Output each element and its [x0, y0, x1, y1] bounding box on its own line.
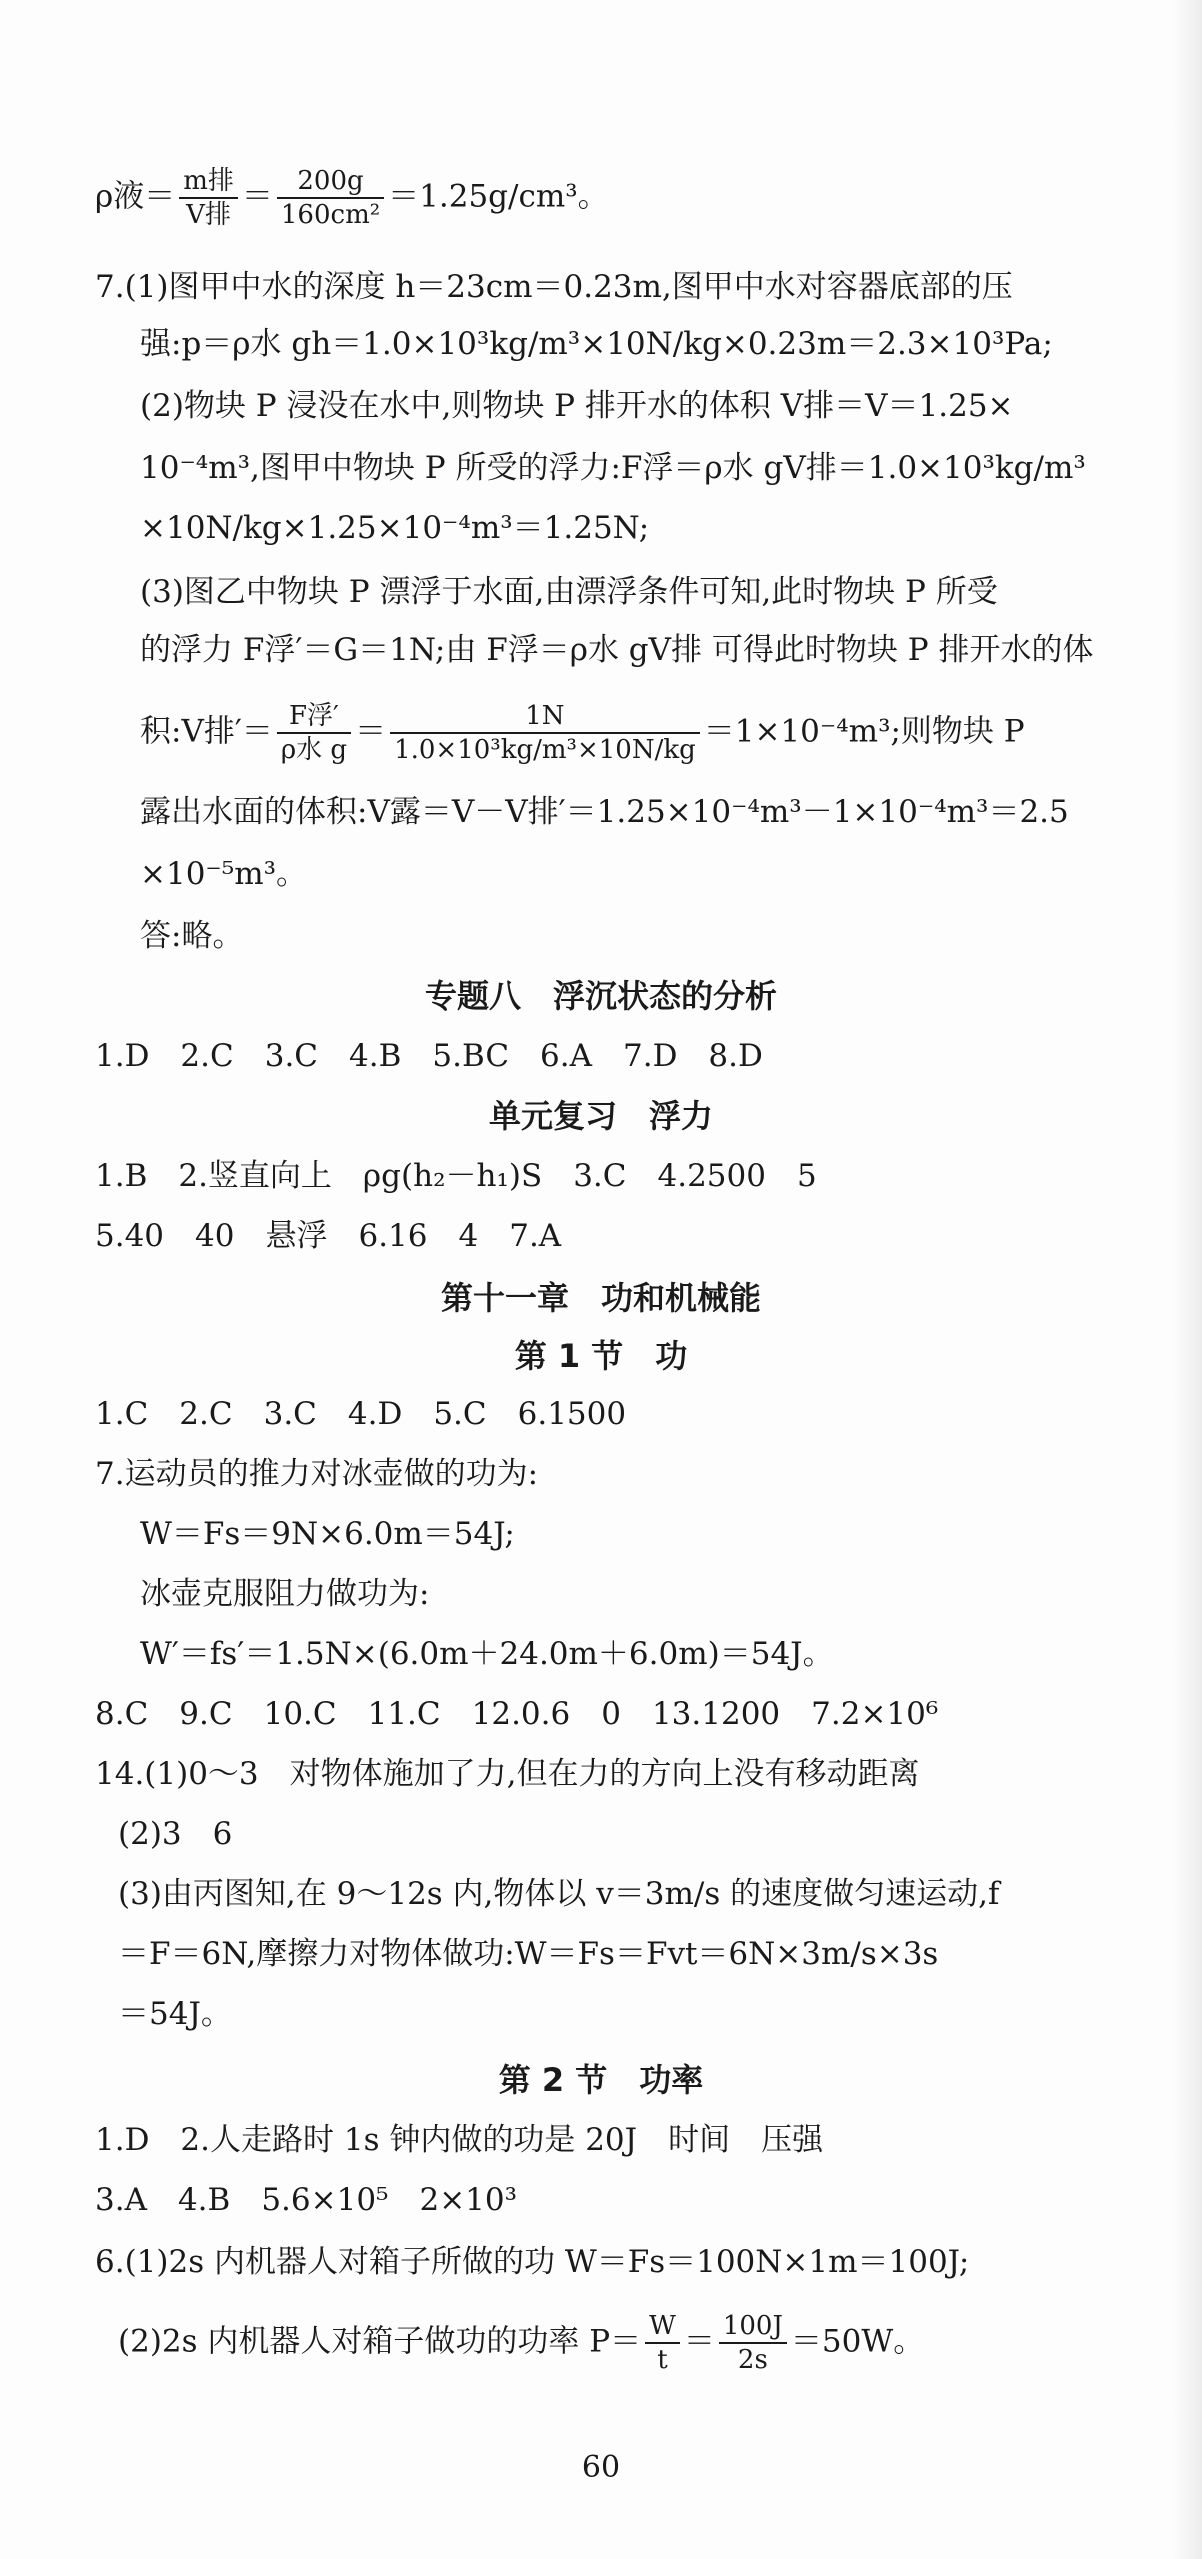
answer-line: [118, 2310, 1142, 2376]
text-segment: ρ液＝: [95, 178, 176, 215]
answer-line: 1.D 2.人走路时 1s 钟内做的功是 20J 时间 压强: [95, 2122, 824, 2158]
answer-line: 8.C 9.C 10.C 11.C 12.0.6 0 13.1200 7.2×10⁶: [95, 1696, 939, 1732]
fraction-numerator: 100J: [719, 2310, 787, 2344]
fraction-numerator: F浮′: [277, 700, 351, 734]
text-segment: (2)2s 内机器人对箱子做功的功率 P＝: [118, 2323, 642, 2360]
section-heading: 第 1 节 功: [514, 1337, 688, 1375]
fraction: [719, 2310, 787, 2376]
text-segment: ＝1.25g/cm³。: [388, 178, 609, 215]
text-segment: ＝: [683, 2323, 715, 2360]
fraction-denominator: t: [657, 2345, 668, 2375]
fraction: [277, 165, 384, 231]
fraction-denominator: ρ水 g: [280, 735, 348, 765]
answer-line: (2)3 6: [118, 1816, 233, 1852]
answer-line: 答:略。: [140, 918, 244, 954]
answer-line: 的浮力 F浮′＝G＝1N;由 F浮＝ρ水 gV排 可得此时物块 P 排开水的体: [140, 632, 1094, 668]
answer-line: (3)由丙图知,在 9～12s 内,物体以 v＝3m/s 的速度做匀速运动,f: [118, 1876, 1000, 1912]
fraction-numerator: 1N: [390, 700, 700, 734]
answer-line: [140, 700, 1142, 766]
fraction-denominator: 1.0×10³kg/m³×10N/kg: [394, 735, 696, 765]
answer-line: 6.(1)2s 内机器人对箱子所做的功 W＝Fs＝100N×1m＝100J;: [95, 2244, 970, 2280]
answer-line: [95, 165, 1142, 231]
answer-line: 露出水面的体积:V露＝V－V排′＝1.25×10⁻⁴m³－1×10⁻⁴m³＝2.5: [140, 794, 1069, 830]
answer-line: (2)物块 P 浸没在水中,则物块 P 排开水的体积 V排＝V＝1.25×: [140, 388, 1014, 424]
answer-line: (3)图乙中物块 P 漂浮于水面,由漂浮条件可知,此时物块 P 所受: [140, 574, 998, 610]
text-segment: ＝: [355, 713, 387, 750]
section-heading: 单元复习 浮力: [488, 1097, 713, 1135]
answer-line: 冰壶克服阻力做功为:: [140, 1576, 430, 1612]
section-heading: 第 2 节 功率: [498, 2061, 704, 2099]
fraction-denominator: 160cm²: [280, 200, 381, 230]
text-segment: ＝50W。: [790, 2323, 925, 2360]
fraction-numerator: m排: [179, 165, 238, 199]
answer-line: W′＝fs′＝1.5N×(6.0m＋24.0m＋6.0m)＝54J。: [140, 1636, 834, 1672]
answer-line: 1.C 2.C 3.C 4.D 5.C 6.1500: [95, 1396, 627, 1432]
text-segment: ＝: [241, 178, 273, 215]
answer-line: 7.(1)图甲中水的深度 h＝23cm＝0.23m,图甲中水对容器底部的压: [95, 269, 1013, 305]
fraction-numerator: W: [645, 2310, 680, 2344]
fraction-denominator: 2s: [737, 2345, 768, 2375]
answer-line: ×10N/kg×1.25×10⁻⁴m³＝1.25N;: [140, 510, 650, 546]
answer-line: ＝F＝6N,摩擦力对物体做功:W＝Fs＝Fvt＝6N×3m/s×3s: [118, 1936, 939, 1972]
page-number: 60: [581, 2450, 621, 2485]
chapter-heading: 第十一章 功和机械能: [440, 1279, 761, 1317]
section-heading: 专题八 浮沉状态的分析: [424, 977, 777, 1015]
answer-line: ×10⁻⁵m³。: [140, 856, 308, 892]
answer-line: 强:p＝ρ水 gh＝1.0×10³kg/m³×10N/kg×0.23m＝2.3×10³Pa;: [140, 326, 1053, 362]
answer-line: W＝Fs＝9N×6.0m＝54J;: [140, 1516, 515, 1552]
answer-line: ＝54J。: [118, 1996, 232, 2032]
answer-line: 14.(1)0～3 对物体施加了力,但在力的方向上没有移动距离: [95, 1756, 920, 1792]
answer-line: 1.D 2.C 3.C 4.B 5.BC 6.A 7.D 8.D: [95, 1038, 763, 1074]
answer-line: 10⁻⁴m³,图甲中物块 P 所受的浮力:F浮＝ρ水 gV排＝1.0×10³kg/m³: [140, 450, 1086, 486]
fraction-numerator: 200g: [277, 165, 384, 199]
answer-line: 1.B 2.竖直向上 ρg(h₂－h₁)S 3.C 4.2500 5: [95, 1158, 817, 1194]
answer-line: 7.运动员的推力对冰壶做的功为:: [95, 1456, 539, 1492]
answer-line: 5.40 40 悬浮 6.16 4 7.A: [95, 1218, 562, 1254]
fraction: [179, 165, 238, 231]
text-segment: ＝1×10⁻⁴m³;则物块 P: [703, 713, 1025, 750]
fraction: [390, 700, 700, 766]
fraction-denominator: V排: [186, 200, 231, 230]
fraction: [277, 700, 351, 766]
text-segment: 积:V排′＝: [140, 713, 273, 750]
answer-line: 3.A 4.B 5.6×10⁵ 2×10³: [95, 2182, 518, 2218]
fraction: [645, 2310, 680, 2376]
